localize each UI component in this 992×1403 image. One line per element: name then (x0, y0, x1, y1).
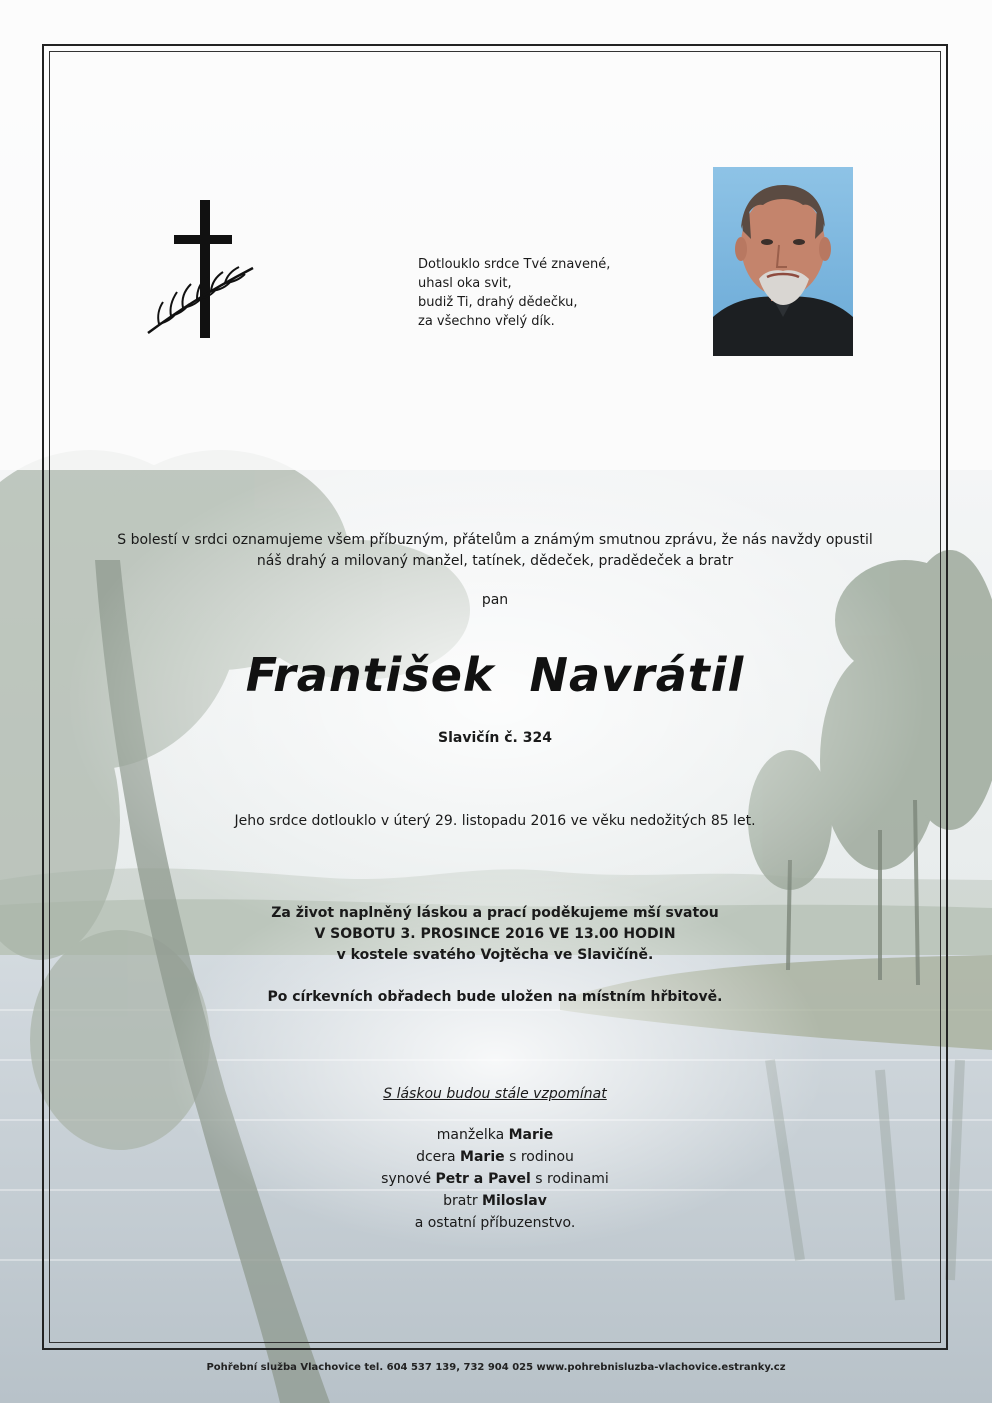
death-notice: Jeho srdce dotlouklo v úterý 29. listopadu 2016 ve věku nedožitých 85 let. (234, 813, 756, 829)
poem-line: uhasl oka svit, (418, 276, 512, 291)
poem-line: budiž Ti, drahý dědečku, (418, 295, 578, 310)
mourner-line: bratr Miloslav (443, 1193, 547, 1209)
remembrance-heading: S láskou budou stále vzpomínat (383, 1086, 607, 1102)
address: Slavičín č. 324 (438, 730, 552, 746)
funeral-service-footer: Pohřební služba Vlachovice tel. 604 537 139, 732 904 025 www.pohrebnisluzba-vlachovice.estranky.cz (206, 1362, 786, 1373)
service-line-1: Za život naplněný láskou a prací poděkujeme mší svatou (271, 905, 719, 921)
poem-line: za všechno vřelý dík. (418, 314, 555, 329)
burial-notice: Po církevních obřadech bude uložen na místním hřbitově. (267, 989, 723, 1005)
announcement (49, 530, 941, 572)
announcement-line-1: S bolestí v srdci oznamujeme všem příbuzným, přátelům a známým smutnou zprávu, že nás navždy opustil (117, 532, 873, 548)
service-line-2: V SOBOTU 3. PROSINCE 2016 VE 13.00 HODIN (314, 926, 676, 942)
deceased-name: František Navrátil (245, 648, 745, 702)
announcement-line-2: náš drahý a milovaný manžel, tatínek, dědeček, pradědeček a bratr (256, 553, 734, 569)
mourner-line: dcera Marie s rodinou (416, 1149, 574, 1165)
mourner-line: a ostatní příbuzenstvo. (414, 1215, 576, 1231)
mourner-line: manželka Marie (436, 1127, 554, 1143)
funeral-service (49, 903, 941, 966)
service-line-3: v kostele svatého Vojtěcha ve Slavičíně. (336, 947, 654, 963)
cross-with-palm-icon (145, 198, 257, 343)
mourners-list (49, 1124, 941, 1234)
portrait-photo (713, 167, 853, 356)
mourner-line: synové Petr a Pavel s rodinami (381, 1171, 609, 1187)
poem (418, 255, 638, 331)
poem-line: Dotlouklo srdce Tvé znavené, (418, 257, 611, 272)
title-word: pan (481, 592, 509, 608)
